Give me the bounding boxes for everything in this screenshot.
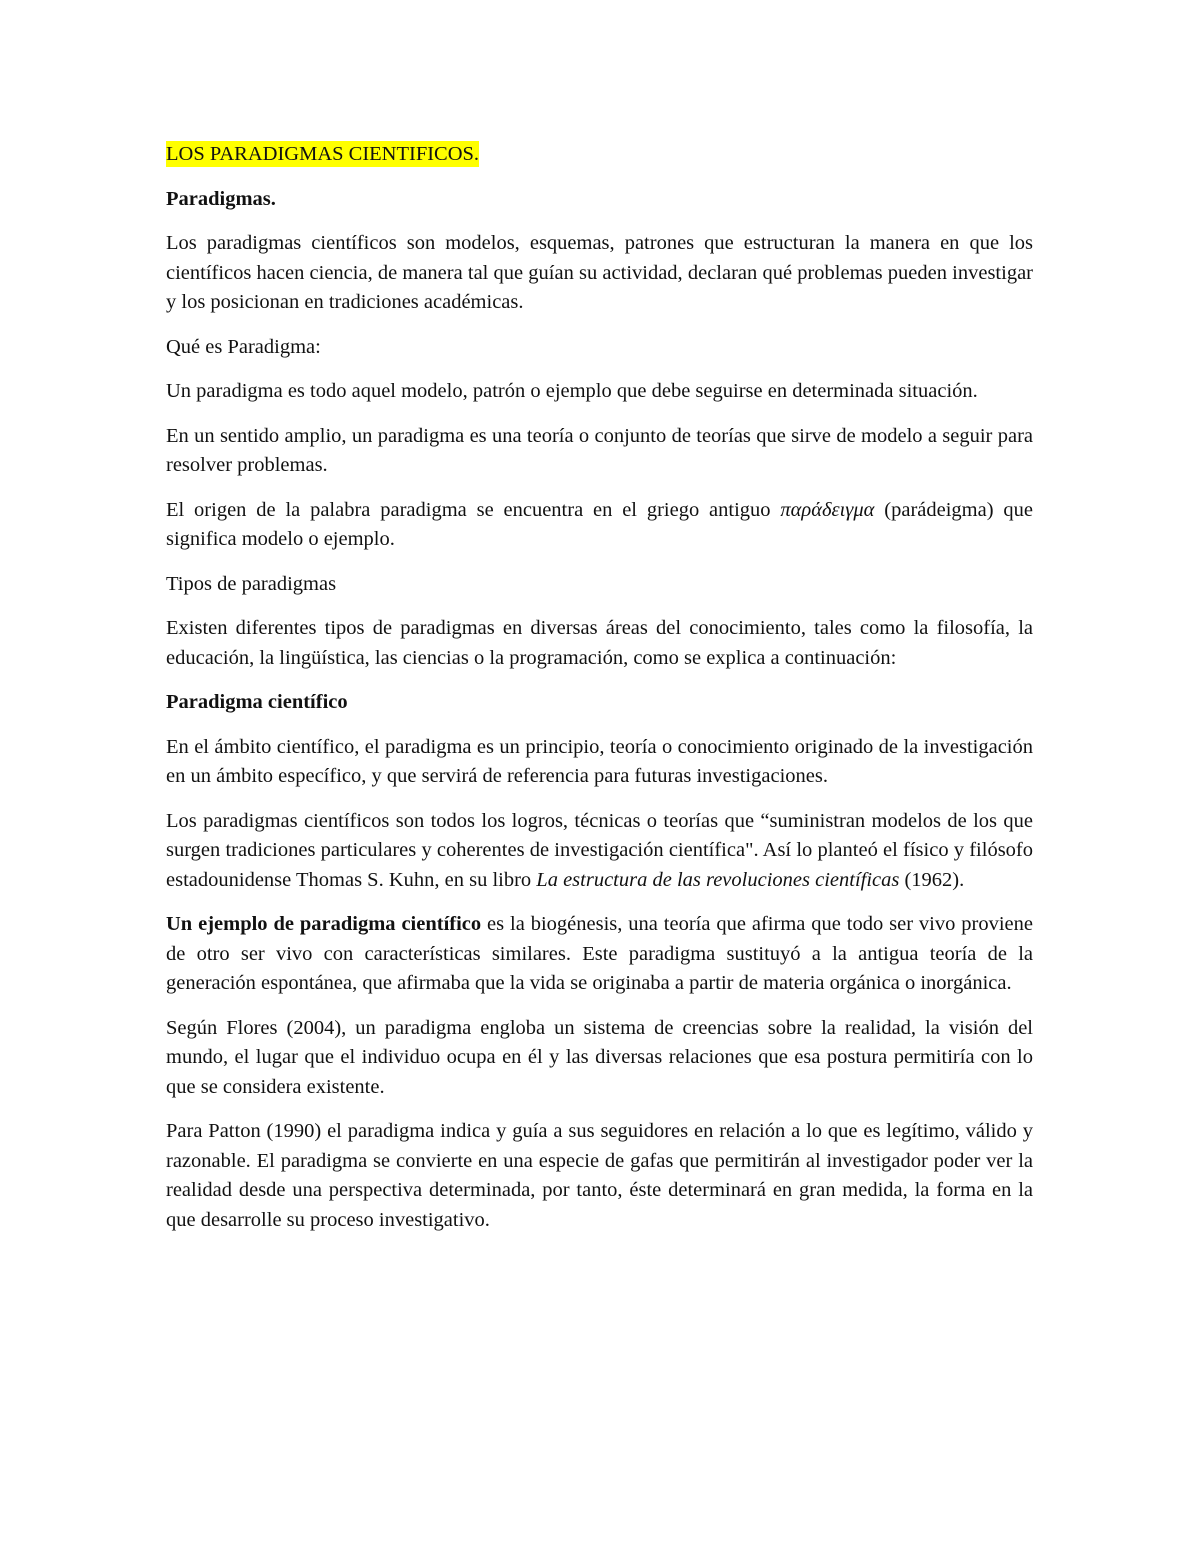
paragraph-flores: Según Flores (2004), un paradigma engloba un sistema de creencias sobre la realidad, la visión del mundo, el lugar que el individuo ocupa en él y las diversas relaciones que esa postura permitiría con lo que se considera existente. — [166, 1016, 1033, 1098]
subheading-que-es-paradigma: Qué es Paradigma: — [166, 335, 321, 358]
heading-paradigmas: Paradigmas. — [166, 187, 276, 210]
document-page — [166, 140, 1033, 1250]
greek-word: παράδειγμα — [780, 498, 875, 521]
paragraph-patton: Para Patton (1990) el paradigma indica y guía a sus seguidores en relación a lo que es legítimo, válido y razonable. El paradigma se convierte en una especie de gafas que permitirán al investigador poder ver la realidad desde una perspectiva determinada, por tanto, éste determinará en gran medida, la forma en la que desarrolle su proceso investigativo. — [166, 1120, 1033, 1231]
book-title: La estructura de las revoluciones científicas — [536, 868, 900, 891]
origen-text-start: El origen de la palabra paradigma se encuentra en el griego antiguo — [166, 498, 781, 521]
example-lead: Un ejemplo de paradigma científico — [166, 913, 482, 935]
document-title-line — [166, 140, 1033, 170]
biogenesis-text: es la biogénesis, una teoría que afirma que todo ser vivo proviene de otro ser vivo con características similares. Este paradigma sustituyó a la antigua teoría de la generación espontánea, que afirmaba que la vida se originaba a partir de materia orgánica o inorgánica. — [166, 913, 1034, 994]
document-title: LOS PARADIGMAS CIENTIFICOS. — [166, 143, 480, 165]
subheading-tipos: Tipos de paradigmas — [166, 572, 337, 595]
paragraph-origen — [166, 496, 1033, 555]
paragraph-ambito-cientifico: En el ámbito científico, el paradigma es un principio, teoría o conocimiento originado de la investigación en un ámbito específico, y que servirá de referencia para futuras investigaciones. — [166, 735, 1033, 787]
kuhn-text-end: (1962). — [899, 868, 965, 891]
kuhn-text-start: Los paradigmas científicos son todos los logros, técnicas o teorías que “suministran modelos de los que surgen tradiciones particulares y coherentes de investigación científica". Así lo planteó el físico y filósofo estadounidense Thomas S. Kuhn, en su libro — [166, 809, 1033, 891]
paragraph-paradigma-modelo: Un paradigma es todo aquel modelo, patrón o ejemplo que debe seguirse en determinada situación. — [166, 380, 978, 402]
paragraph-sentido-amplio: En un sentido amplio, un paradigma es una teoría o conjunto de teorías que sirve de modelo a seguir para resolver problemas. — [166, 424, 1033, 476]
heading-paradigma-cientifico: Paradigma científico — [166, 691, 348, 713]
paragraph-kuhn — [166, 807, 1033, 896]
origen-text-end: (parádeigma) que significa modelo o ejemplo. — [166, 498, 1033, 550]
paragraph-tipos: Existen diferentes tipos de paradigmas en diversas áreas del conocimiento, tales como la filosofía, la educación, la lingüística, las ciencias o la programación, como se explica a continuación: — [166, 617, 1033, 669]
paragraph-definition: Los paradigmas científicos son modelos, esquemas, patrones que estructuran la manera en que los científicos hacen ciencia, de manera tal que guían su actividad, declaran qué problemas pueden investigar y los posicionan en tradiciones académicas. — [166, 232, 1033, 313]
paragraph-biogenesis — [166, 910, 1033, 999]
